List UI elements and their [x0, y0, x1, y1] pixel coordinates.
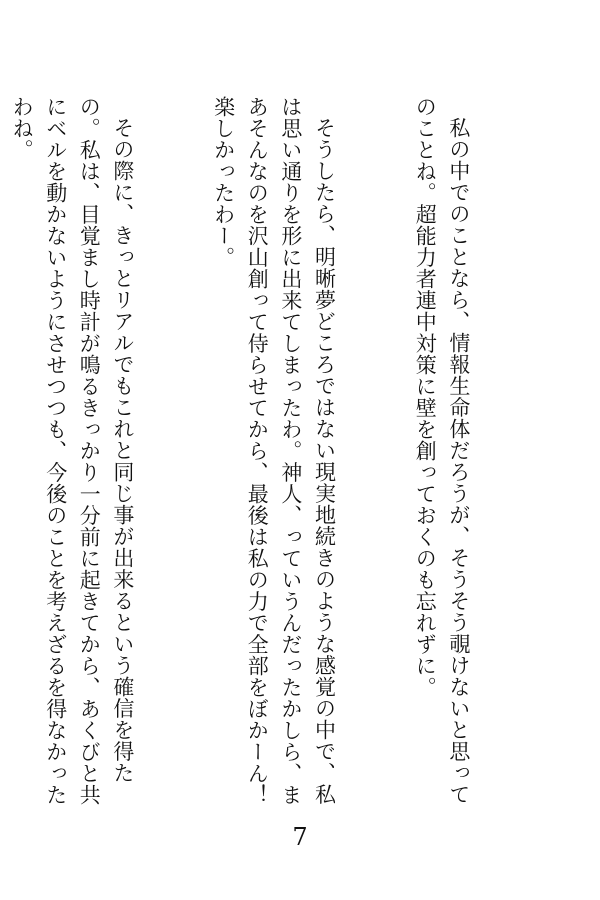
vertical-text-body [0, 96, 542, 827]
paragraph-3: その際に、きっとリアルでもこれと同じ事が出来るという確信を得たの。私は、目覚まし時計が鳴るきっかり一分前に起きてから、あくびと共にベルを動かないようにさせつつも、今後のことを考えざるを得なかったわね。 [10, 96, 135, 806]
paragraph-1: 私の中でのことなら、情報生命体だろうが、そうそう覗けないと思ってのことね。超能力者連中対策に壁を創っておくのも忘れずに。 [413, 96, 471, 805]
page-number: 7 [292, 823, 308, 851]
paragraph-2: そうしたら、明晰夢どころではない現実地続きのような感覚の中で、私は思い通りを形に出来てしまったわ。神人、っていうんだったかしら、まあそんなのを沢山創って侍らせてから、最後は私の力で全部をぼかーん！ 楽しかったわー。 [211, 96, 337, 827]
